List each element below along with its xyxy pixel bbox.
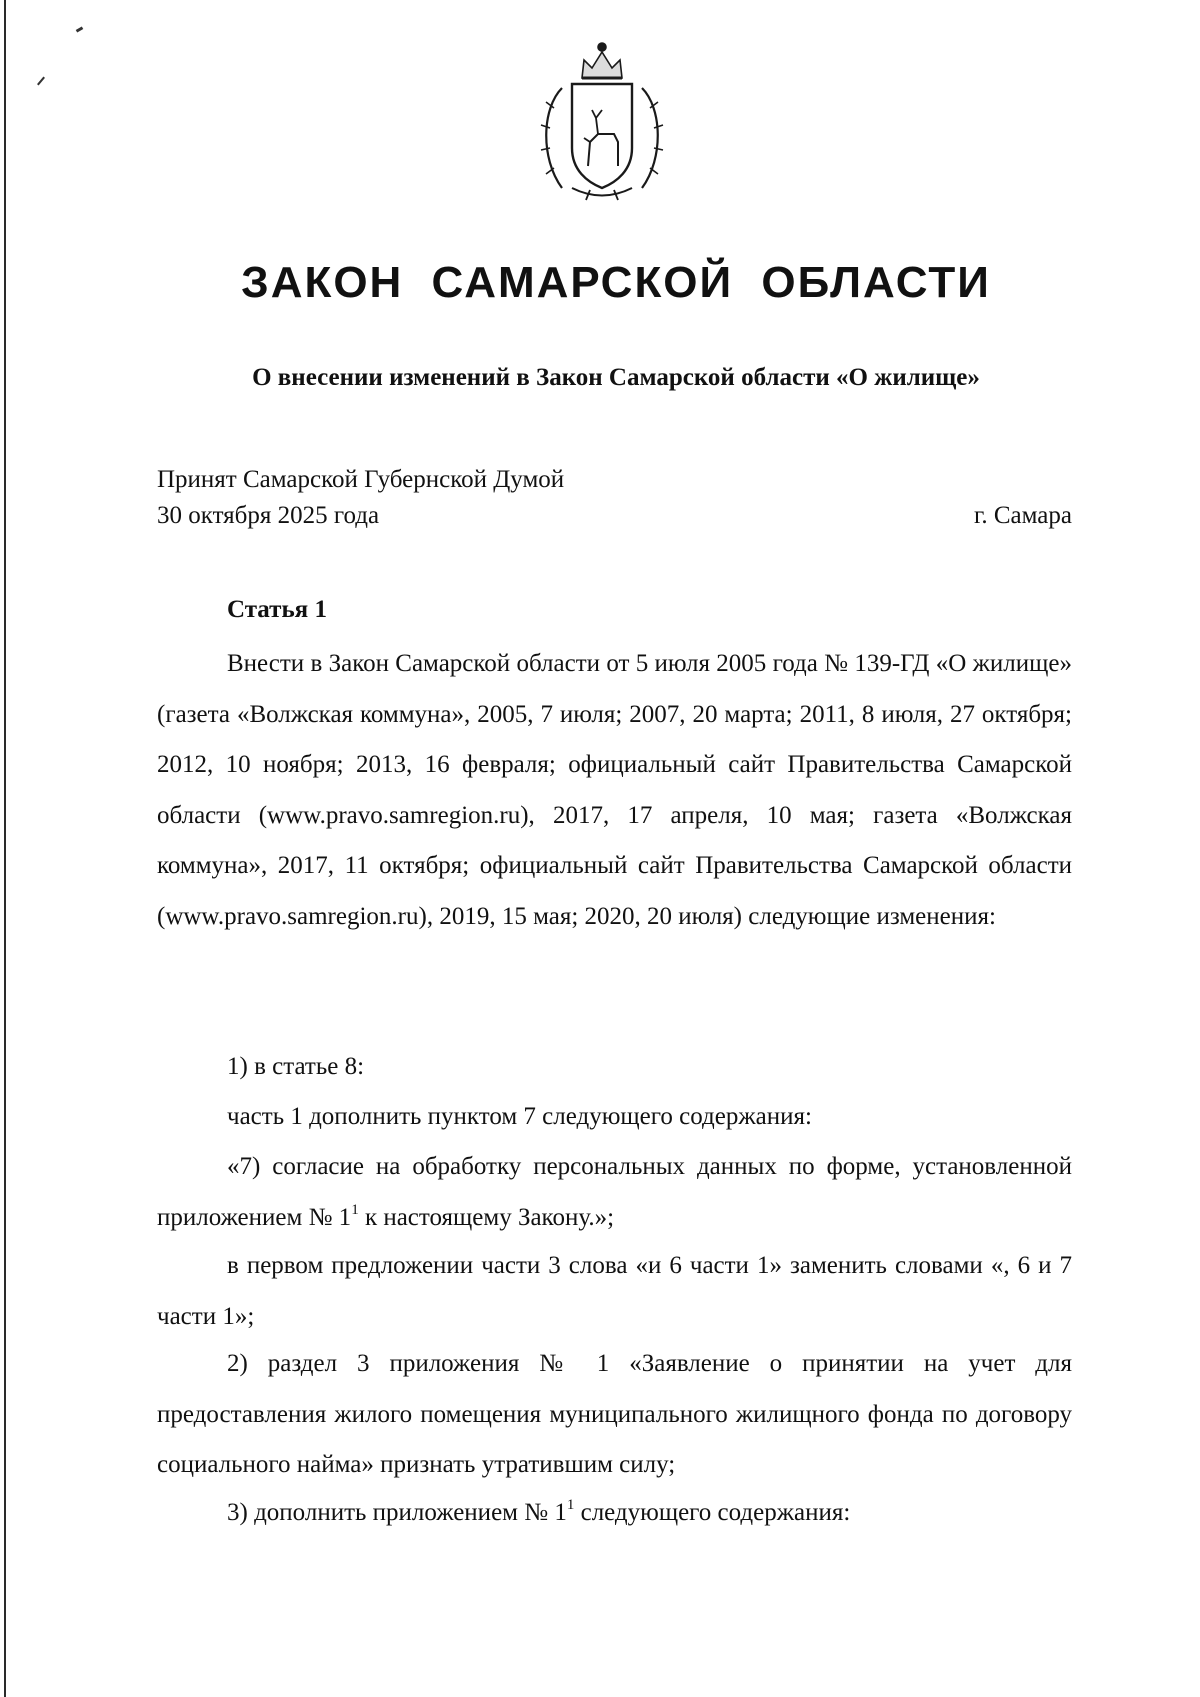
article-heading: Статья 1 [227,596,327,623]
scan-edge-line [4,0,6,1697]
item2-paragraph: 2) раздел 3 приложения № 1 «Заявление о принятии на учет для предоставления жилого помещения муниципального жилищного фонда по договору социального найма» признать утратившим силу; [157,1350,1072,1478]
item1-line3: в первом предложении части 3 слова «и 6 части 1» заменить словами «, 6 и 7 части 1»; [157,1252,1072,1330]
item3-paragraph [157,1488,1072,1539]
item1-heading: 1) в статье 8: [227,1053,365,1080]
law-subtitle: О внесении изменений в Закон Самарской области «О жилище» [252,364,980,391]
city-text: г. Самара [973,502,1072,529]
item3-superscript: 1 [566,1497,575,1513]
scan-speck [37,77,45,86]
article-intro-paragraph: Внести в Закон Самарской области от 5 июля 2005 года № 139-ГД «О жилище» (газета «Волжская коммуна», 2005, 7 июля; 2007, 20 марта; 2011, 8 июля, 27 октября; 2012, 10 ноября; 2013, 16 февраля; официальный сайт Правительства Самарской области (www.pravo.samregion.ru), 2017, 17 апреля, 10 мая; газета «Волжская коммуна», 2017, 11 октября; официальный сайт Правительства Самарской области (www.pravo.samregion.ru), 2019, 15 мая; 2020, 20 июля) следующие изменения: [157,650,1072,930]
item3-tail: следующего содержания: [574,1499,851,1526]
law-title: ЗАКОН САМАРСКОЙ ОБЛАСТИ [241,258,991,307]
scan-speck [76,26,84,32]
item3-text: 3) дополнить приложением № 1 [227,1499,567,1526]
item1-line1: часть 1 дополнить пунктом 7 следующего содержания: [227,1103,812,1130]
adopted-by-text: Принят Самарской Губернской Думой [157,466,565,493]
adoption-block [157,462,564,534]
item1-quote-tail: к настоящему Закону.»; [358,1203,615,1231]
adopted-date-text: 30 октября 2025 года [157,502,380,529]
item1-quote-text: «7) согласие на обработку персональных данных по форме, установленной приложением № 1 [157,1153,1072,1231]
samara-coat-of-arms-emblem [532,38,672,203]
item1-quote-superscript: 1 [351,1201,359,1218]
item1-quote-paragraph [157,1142,1072,1243]
